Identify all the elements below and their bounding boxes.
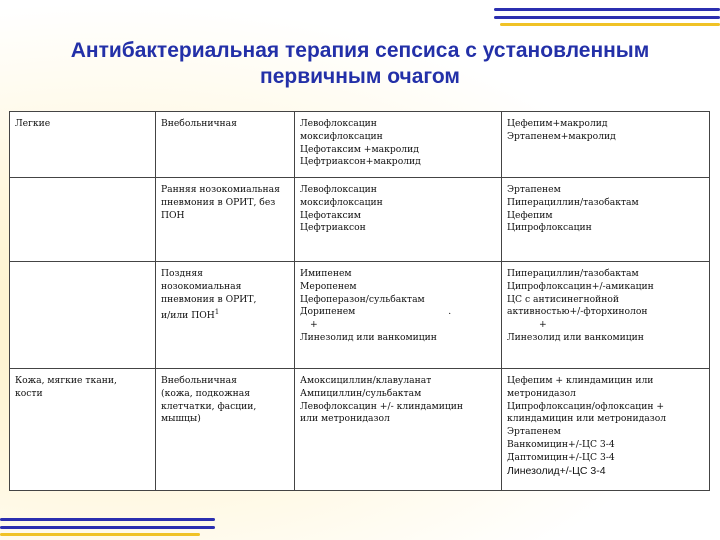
regimen2-cell [502, 178, 710, 262]
type-cell [156, 112, 295, 178]
drug-line: или метронидазол [300, 413, 390, 425]
type-cell [156, 262, 295, 369]
site-lungs: Легкие [15, 118, 51, 129]
type-line-with-footnote [161, 306, 290, 323]
regimen2-cell [502, 262, 710, 369]
drug-line: Цефепим + клиндамицин или [507, 375, 654, 386]
drug-line: Даптомицин+/-ЦС 3-4 [507, 451, 615, 463]
type-line: Поздняя [161, 268, 203, 279]
site-cell [10, 178, 156, 262]
drug-line: Эртапенем+макролид [507, 130, 616, 142]
type-cell [156, 178, 295, 262]
drug-line: моксифлоксацин [300, 196, 383, 208]
regimen1-cell [295, 262, 502, 369]
drug-line-with-dot [300, 306, 497, 319]
drug-line: Имипенем [300, 268, 352, 279]
drug-line: Левофлоксацин +/- клиндамицин [300, 400, 464, 412]
drug-line: Пиперациллин/тазобактам [507, 268, 639, 279]
type-line: и/или ПОН [161, 310, 215, 322]
table-row [10, 369, 710, 491]
type-line: пневмония в ОРИТ, без [161, 196, 276, 208]
drug-line: Эртапенем [507, 184, 561, 195]
type-line: пневмония в ОРИТ, [161, 293, 257, 305]
regimen1-cell [295, 369, 502, 491]
plus-sign: + [310, 319, 318, 331]
drug-line: Эртапенем [507, 426, 561, 438]
title-line-2: первичным очагом [260, 65, 460, 88]
type-line: (кожа, подкожная [161, 387, 251, 399]
table-row [10, 262, 710, 369]
plus-sign: + [539, 319, 547, 331]
site-line: кости [15, 387, 43, 399]
drug-line: Цефотаксим +макролид [300, 143, 419, 155]
drug-line: Цефотаксим [300, 209, 361, 221]
drug-line-last: Линезолид+/-ЦС 3-4 [507, 464, 606, 477]
drug-line: Цефтриаксон+макролид [300, 156, 421, 168]
therapy-table [9, 111, 710, 491]
title-line-1: Антибактериальная терапия сепсиса с установленным [70, 39, 650, 62]
drug-line: Ципрофлоксацин [507, 222, 592, 234]
drug-line: Цефтриаксон [300, 222, 366, 234]
type-line: нозокомиальная [161, 280, 242, 292]
drug-line: Линезолид или ванкомицин [507, 331, 644, 343]
drug-line: Левофлоксацин [300, 184, 377, 195]
drug-line: Левофлоксацин [300, 118, 377, 129]
drug-line: Ципрофлоксацин+/-амикацин [507, 280, 654, 292]
type-line: мышцы) [161, 413, 201, 425]
drug-line: клиндамицин или метронидазол [507, 413, 667, 425]
drug-line: Линезолид или ванкомицин [300, 331, 437, 343]
drug-line: Ампициллин/сульбактам [300, 387, 422, 399]
drug-line: Амоксициллин/клавуланат [300, 375, 432, 386]
stray-dot: . [448, 306, 452, 318]
drug-line: ЦС с антисинегнойной [507, 293, 620, 305]
drug-line: активностью+/-фторхинолон [507, 306, 648, 318]
drug-line: Дорипенем [300, 306, 356, 318]
regimen2-cell [502, 369, 710, 491]
drug-line: Меропенем [300, 280, 357, 292]
type-line: Внебольничная [161, 375, 237, 386]
site-cell [10, 262, 156, 369]
drug-line: Ципрофлоксацин/офлоксацин + [507, 400, 665, 412]
type-line: ПОН [161, 209, 185, 221]
regimen1-cell [295, 178, 502, 262]
drug-line: моксифлоксацин [300, 130, 383, 142]
site-cell [10, 369, 156, 491]
table-row [10, 178, 710, 262]
drug-line: Ванкомицин+/-ЦС 3-4 [507, 438, 615, 450]
drug-line: метронидазол [507, 387, 576, 399]
drug-line: Пиперациллин/тазобактам [507, 196, 639, 208]
drug-line: Цефепим [507, 209, 553, 221]
table-row [10, 112, 710, 178]
regimen1-cell [295, 112, 502, 178]
footnote-marker: 1 [214, 308, 220, 317]
site-cell [10, 112, 156, 178]
type-label: Внебольничная [161, 118, 237, 129]
drug-line: Цефепим+макролид [507, 118, 608, 129]
regimen2-cell [502, 112, 710, 178]
type-line: клетчатки, фасции, [161, 400, 257, 412]
type-cell [156, 369, 295, 491]
site-line: Кожа, мягкие ткани, [15, 375, 117, 386]
page-title [0, 38, 720, 90]
type-line: Ранняя нозокомиальная [161, 184, 280, 195]
drug-line: Цефоперазон/сульбактам [300, 293, 425, 305]
